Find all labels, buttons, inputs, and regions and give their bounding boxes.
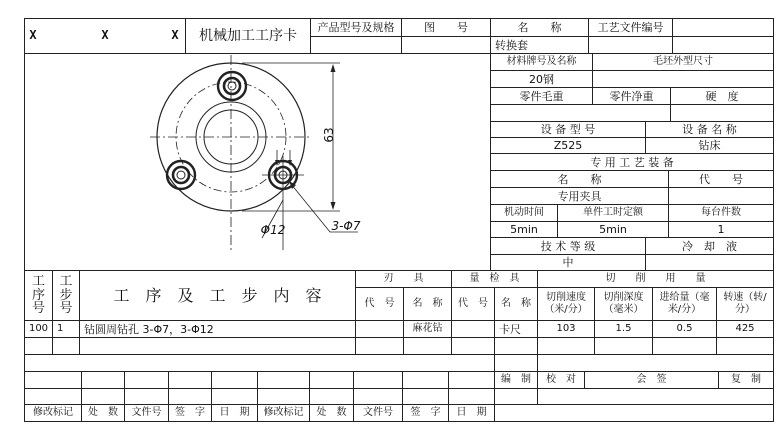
gauge-name-header: 名 称 <box>501 298 531 309</box>
drawing-no-label: 图 号 <box>424 20 468 34</box>
motor-time-value: 5min <box>510 223 538 236</box>
net-weight-label: 零件净重 <box>609 89 654 103</box>
spindle-speed-cell: 425 <box>735 323 755 334</box>
compile-label: 编 制 <box>501 374 531 385</box>
footer-signature-2: 签 字 <box>410 407 441 418</box>
x-mark-1: X <box>29 28 37 42</box>
equipment-name-value: 钻床 <box>698 139 721 152</box>
op-no-header: 工序号 <box>31 274 45 317</box>
gauge-name-cell: 卡尺 <box>499 322 521 336</box>
op-no-cell: 100 <box>28 323 49 334</box>
hole-top <box>218 72 246 100</box>
blank-weight-label: 零件毛重 <box>519 89 564 103</box>
step-no-header: 工步号 <box>59 274 73 317</box>
spindle-speed-header: 转速（转/分） <box>723 291 767 315</box>
material-value: 20钢 <box>529 72 554 86</box>
dim-hole-count: 3-Φ7 <box>331 219 361 233</box>
footer-file-no-2: 文件号 <box>363 407 393 418</box>
card-title: 机械加工工序卡 <box>199 27 297 44</box>
step-no-cell: 1 <box>57 323 64 334</box>
skill-level-value: 中 <box>562 256 574 269</box>
unit-time-value: 5min <box>599 223 627 236</box>
gauge-header: 量 检 具 <box>469 273 520 284</box>
product-model-label: 产品型号及规格 <box>317 20 395 34</box>
cutting-depth-header: 切削深度（毫米） <box>603 291 644 315</box>
footer-file-no-1: 文件号 <box>131 407 162 418</box>
footer-signature-1: 签 字 <box>175 407 205 418</box>
cutting-depth-cell: 1.5 <box>615 323 632 334</box>
check-label: 校 对 <box>546 374 576 385</box>
countersign-label: 会 签 <box>636 374 667 385</box>
review-label: 复 制 <box>731 374 761 385</box>
tool-header: 刃 具 <box>383 273 424 284</box>
tool-code-cell <box>356 321 403 337</box>
cutting-speed-header: 切削速度（米/分） <box>544 291 588 315</box>
feed-rate-cell: 0.5 <box>676 323 693 334</box>
equipment-model-value: Z525 <box>553 139 583 152</box>
special-equipment-label: 专 用 工 艺 装 备 <box>590 155 674 169</box>
dim-outer-diameter: 63 <box>322 127 336 143</box>
skill-level-label: 技 术 等 级 <box>540 239 596 253</box>
footer-count-2: 处 数 <box>316 407 347 418</box>
cutting-speed-cell: 103 <box>556 323 576 334</box>
footer-mod-mark-1: 修改标记 <box>33 407 73 418</box>
footer-date-2: 日 期 <box>456 407 487 418</box>
tool-name-cell: 麻花钻 <box>412 323 443 334</box>
blank-size-label: 毛坯外型尺寸 <box>653 56 713 67</box>
per-qty-value: 1 <box>717 223 725 236</box>
footer-mod-mark-2: 修改标记 <box>263 407 304 418</box>
cutting-header: 切 削 用 量 <box>605 273 706 284</box>
x-mark-2: X <box>101 28 109 42</box>
equipment-model-label: 设 备 型 号 <box>540 123 596 136</box>
tool-code-header: 代 号 <box>364 298 395 309</box>
content-cell: 钻圆周钻孔 3-Φ7，3-Φ12 <box>84 322 214 336</box>
hardness-label: 硬 度 <box>705 89 739 103</box>
special-code-label: 代 号 <box>699 172 743 186</box>
part-name-value: 转换套 <box>495 38 528 52</box>
motor-time-label: 机动时间 <box>504 207 544 218</box>
unit-time-label: 单件工时定额 <box>583 207 643 218</box>
footer-count-1: 处 数 <box>88 407 118 418</box>
equipment-name-label: 设 备 名 称 <box>682 123 737 136</box>
x-mark-3: X <box>171 28 179 42</box>
feed-rate-header: 进给量（毫米/分） <box>659 291 710 315</box>
gauge-code-header: 代 号 <box>458 298 488 309</box>
tool-name-header: 名 称 <box>412 298 443 309</box>
part-drawing <box>150 55 358 252</box>
per-qty-label: 每台件数 <box>701 207 741 218</box>
process-file-no-label: 工艺文件编号 <box>597 20 664 34</box>
gauge-code-cell <box>452 321 494 337</box>
dim-bolt-circle: Φ12 <box>260 223 286 237</box>
coolant-label: 冷 却 液 <box>682 239 737 253</box>
name-label: 名 称 <box>517 20 562 34</box>
content-header: 工 序 及 工 步 内 容 <box>113 285 322 305</box>
footer-date-1: 日 期 <box>219 407 250 418</box>
special-name-label: 名 称 <box>557 172 602 186</box>
material-label: 材料牌号及名称 <box>506 56 577 67</box>
fixture-value: 专用夹具 <box>557 189 602 203</box>
